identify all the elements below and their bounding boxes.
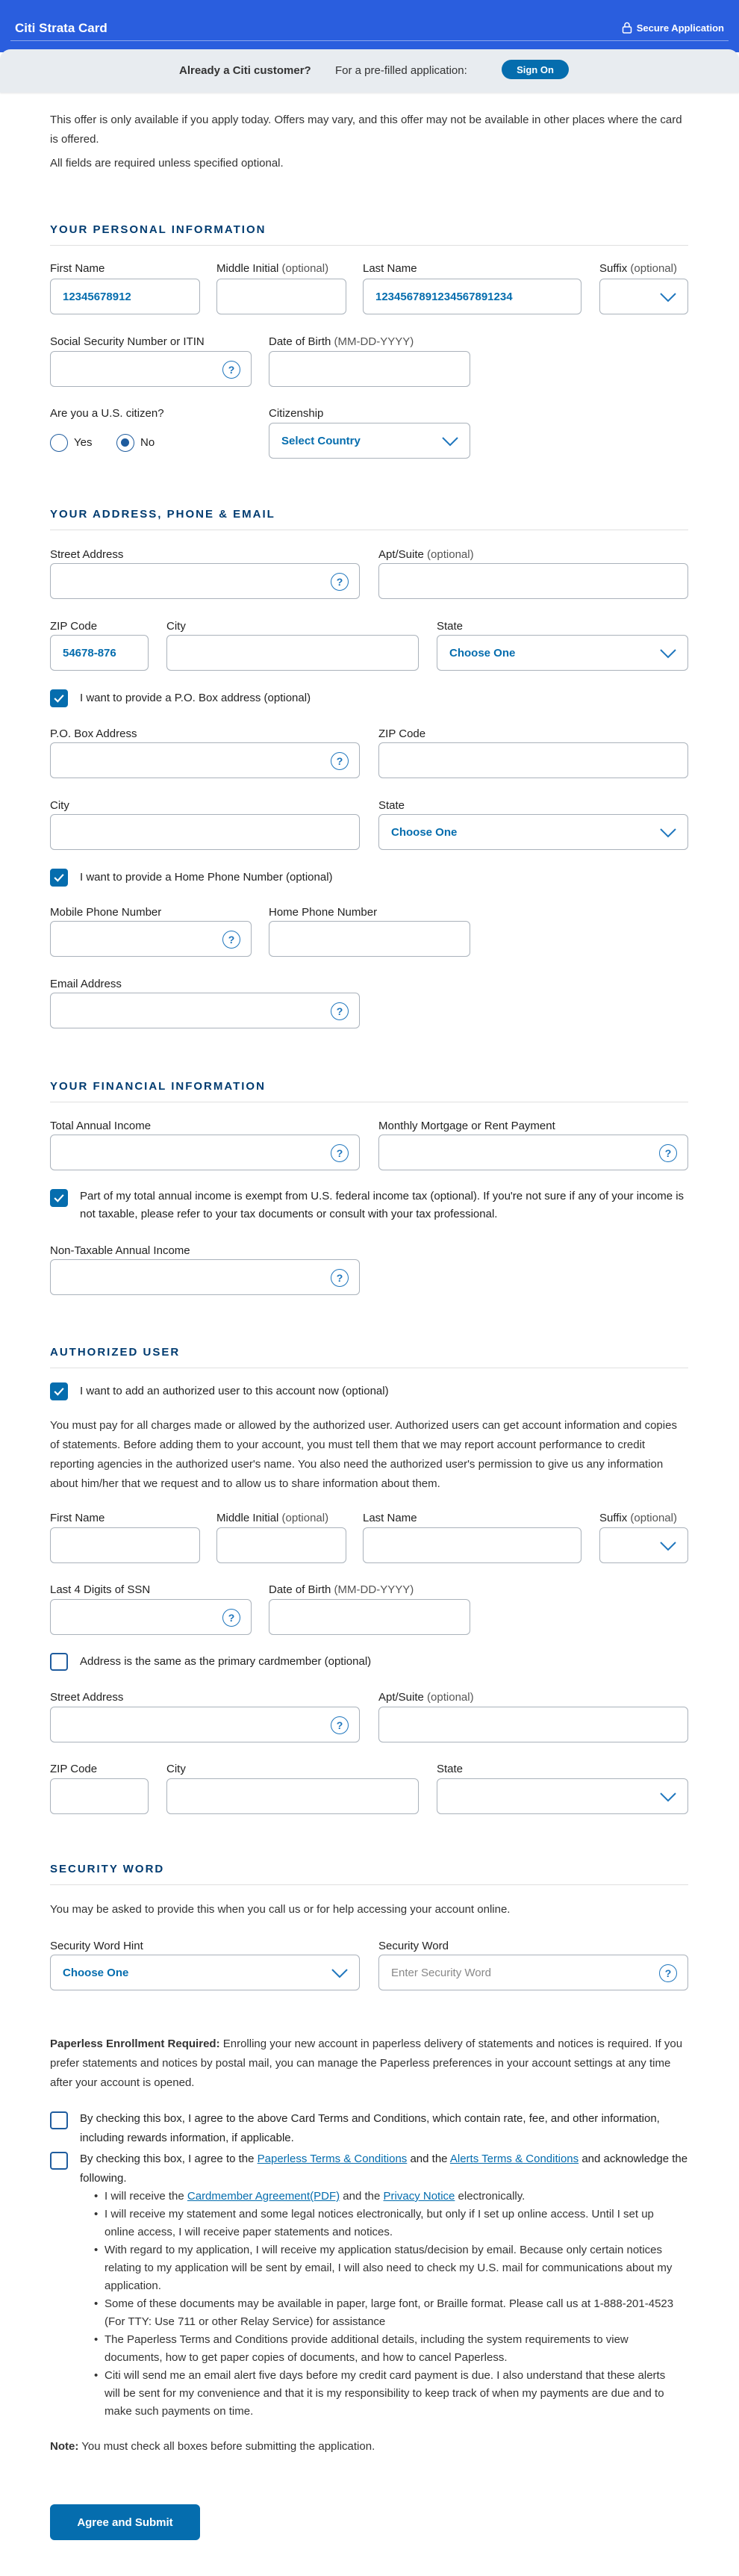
sign-on-button[interactable]: Sign On: [502, 60, 569, 79]
citizenship-select[interactable]: [269, 423, 470, 459]
state-select[interactable]: [437, 635, 688, 671]
security-word-input[interactable]: [378, 1955, 688, 1990]
po-state-label: State: [378, 799, 405, 812]
dob-label: Date of Birth (MM-DD-YYYY): [269, 335, 414, 348]
authorized-disclaimer: You must pay for all charges made or allowed by the authorized user. Authorized users can get account information and copies of statements. Before adding them to your account, you must tell them that we may report account performance to credit reporting agencies in the authorized user's name. You also need the authorized user's permission to give us any information about him/her that we request and to allow us to share information about them.: [50, 1419, 677, 1490]
po-box-input[interactable]: [50, 742, 360, 778]
help-icon[interactable]: ?: [331, 1144, 349, 1162]
au-dob-input[interactable]: [269, 1599, 470, 1635]
au-apt-label: Apt/Suite (optional): [378, 1691, 474, 1704]
income-label: Total Annual Income: [50, 1120, 152, 1132]
po-zip-label: ZIP Code: [378, 727, 426, 740]
zip-label: ZIP Code: [50, 620, 98, 633]
help-icon[interactable]: ?: [222, 931, 240, 949]
bullet-item: • Citi will send me an email alert five days before my credit card payment is due. I also understand that these alerts will be sent for my convenience and that it is my responsibility to keep track of when my payments are due and to make such payments on time.: [94, 2367, 676, 2421]
non-taxable-label: Non-Taxable Annual Income: [50, 1244, 190, 1257]
header-divider: [10, 40, 729, 41]
ssn-input[interactable]: [50, 351, 252, 387]
security-hint-value: Choose One: [63, 1966, 129, 1979]
po-box-check-label: I want to provide a P.O. Box address (optional): [80, 692, 311, 704]
po-city-label: City: [50, 799, 69, 812]
bullet-item: • The Paperless Terms and Conditions provide additional details, including the system requirements to view documents, how to get paper copies of documents, and how to cancel Paperless.: [94, 2331, 676, 2367]
bullet-item: • I will receive my statement and some legal notices electronically, but only if I set up online access. Until I set up online access, I will receive paper statements and notices.: [94, 2206, 676, 2241]
alerts-terms-link[interactable]: Alerts Terms & Conditions: [449, 2153, 579, 2165]
au-state-label: State: [437, 1763, 464, 1775]
security-hint-label: Security Word Hint: [50, 1940, 143, 1952]
tax-exempt-checkbox[interactable]: [50, 1189, 68, 1207]
po-box-label: P.O. Box Address: [50, 727, 137, 740]
section-address-title: YOUR ADDRESS, PHONE & EMAIL: [50, 508, 688, 530]
paperless-bullets: [94, 2188, 676, 2421]
city-label: City: [166, 620, 186, 633]
help-icon[interactable]: ?: [659, 1144, 677, 1162]
last-name-label: Last Name: [363, 262, 417, 275]
au-zip-label: ZIP Code: [50, 1763, 98, 1775]
cardmember-agreement-link[interactable]: Cardmember Agreement(PDF): [187, 2190, 340, 2203]
middle-initial-input[interactable]: [216, 279, 346, 314]
customer-bar: [0, 49, 739, 93]
chevron-down-icon: [659, 1541, 677, 1551]
mobile-label: Mobile Phone Number: [50, 906, 162, 919]
help-icon[interactable]: ?: [222, 361, 240, 379]
section-authorized-title: AUTHORIZED USER: [50, 1346, 688, 1368]
state-label: State: [437, 620, 464, 633]
top-header: [0, 0, 739, 52]
paperless-text: Paperless Enrollment Required: Enrolling your new account in paperless delivery of statements and notices is required. If you prefer statements and notices by postal mail, you can manage the Paperless preferences in your account settings at any time after your account is opened.: [50, 2037, 683, 2089]
help-icon[interactable]: ?: [222, 1609, 240, 1627]
paperless-label: By checking this box, I agree to the Paperless Terms & Conditions and the Alerts Terms & Conditions and acknowledge the following.: [80, 2153, 688, 2185]
citizenship-value: Select Country: [281, 434, 361, 447]
apt-label: Apt/Suite (optional): [378, 548, 474, 561]
income-input[interactable]: [50, 1135, 360, 1170]
au-middle-label: Middle Initial (optional): [216, 1512, 329, 1524]
add-authorized-label: I want to add an authorized user to this account now (optional): [80, 1385, 389, 1397]
au-suffix-select[interactable]: [599, 1527, 688, 1563]
au-dob-label: Date of Birth (MM-DD-YYYY): [269, 1583, 414, 1596]
au-last-name-label: Last Name: [363, 1512, 417, 1524]
apt-input[interactable]: [378, 563, 688, 599]
lock-icon: [622, 22, 632, 34]
au-city-input[interactable]: [166, 1778, 419, 1814]
citizen-no-radio[interactable]: [116, 434, 134, 452]
mortgage-label: Monthly Mortgage or Rent Payment: [378, 1120, 555, 1132]
home-phone-check-label: I want to provide a Home Phone Number (optional): [80, 871, 333, 884]
au-city-label: City: [166, 1763, 186, 1775]
home-phone-label: Home Phone Number: [269, 906, 378, 919]
section-financial-title: YOUR FINANCIAL INFORMATION: [50, 1080, 688, 1102]
citizen-label: Are you a U.S. citizen?: [50, 407, 164, 420]
street-input[interactable]: [50, 563, 360, 599]
citizen-yes-label: Yes: [74, 436, 93, 449]
security-description: You may be asked to provide this when you call us or for help accessing your account online.: [50, 1903, 511, 1916]
au-apt-input[interactable]: [378, 1707, 688, 1742]
terms-label: By checking this box, I agree to the above Card Terms and Conditions, which contain rate, fee, and other information, including rewards information, if applicable.: [80, 2112, 660, 2144]
home-phone-input[interactable]: [269, 921, 470, 957]
privacy-notice-link[interactable]: Privacy Notice: [383, 2190, 455, 2203]
last-name-input[interactable]: 1234567891234567891234: [363, 279, 581, 314]
check-icon: [52, 870, 66, 885]
chevron-down-icon: [659, 1792, 677, 1802]
chevron-down-icon: [659, 828, 677, 838]
au-ssn4-label: Last 4 Digits of SSN: [50, 1583, 151, 1596]
first-name-input[interactable]: 12345678912: [50, 279, 200, 314]
paperless-checkbox[interactable]: [50, 2152, 68, 2170]
help-icon[interactable]: ?: [331, 1269, 349, 1287]
suffix-label: Suffix (optional): [599, 262, 677, 275]
help-icon[interactable]: ?: [331, 1002, 349, 1020]
ssn-label: Social Security Number or ITIN: [50, 335, 205, 348]
paperless-terms-link[interactable]: Paperless Terms & Conditions: [257, 2153, 408, 2165]
same-address-checkbox[interactable]: [50, 1653, 68, 1671]
au-street-input[interactable]: [50, 1707, 360, 1742]
offer-text: This offer is only available if you apply today. Offers may vary, and this offer may not be available in other places where the card is offered.: [50, 114, 682, 146]
bullet-item: • I will receive the Cardmember Agreement(PDF) and the Privacy Notice electronically.: [94, 2188, 676, 2206]
city-input[interactable]: [166, 635, 419, 671]
au-state-select[interactable]: [437, 1778, 688, 1814]
bullet-item: • Some of these documents may be available in paper, large font, or Braille format. Please call us at 1-888-201-4523 (For TTY: Use 711 or other Relay Service) for assistance: [94, 2295, 676, 2331]
au-street-label: Street Address: [50, 1691, 124, 1704]
suffix-select[interactable]: [599, 279, 688, 314]
citizen-no-label: No: [140, 436, 155, 449]
mortgage-input[interactable]: [378, 1135, 688, 1170]
customer-question: Already a Citi customer?: [179, 64, 311, 77]
check-icon: [52, 1191, 66, 1205]
citizen-yes-radio[interactable]: [50, 434, 68, 452]
po-box-checkbox[interactable]: [50, 689, 68, 707]
terms-checkbox[interactable]: [50, 2111, 68, 2129]
street-label: Street Address: [50, 548, 124, 561]
security-hint-select[interactable]: [50, 1955, 360, 1990]
po-city-input[interactable]: [50, 814, 360, 850]
section-security-title: SECURITY WORD: [50, 1863, 688, 1885]
au-first-name-label: First Name: [50, 1512, 105, 1524]
dob-input[interactable]: [269, 351, 470, 387]
agree-submit-button[interactable]: Agree and Submit: [50, 2504, 200, 2540]
zip-input[interactable]: 54678-876: [50, 635, 149, 671]
au-last-name-input[interactable]: [363, 1527, 581, 1563]
po-zip-input[interactable]: [378, 742, 688, 778]
au-middle-input[interactable]: [216, 1527, 346, 1563]
secure-application: [622, 22, 724, 34]
bullet-item: • With regard to my application, I will receive my application status/decision by email. Because only certain notices relating to my application will be sent by email, I will also need to check my U.S. mail for communications about my application.: [94, 2241, 676, 2295]
same-address-label: Address is the same as the primary cardmember (optional): [80, 1655, 372, 1668]
au-ssn4-input[interactable]: [50, 1599, 252, 1635]
email-label: Email Address: [50, 978, 122, 990]
check-icon: [52, 691, 66, 706]
brand-title: Citi Strata Card: [15, 21, 107, 35]
chevron-down-icon: [441, 436, 459, 447]
submit-note: Note: You must check all boxes before submitting the application.: [50, 2440, 375, 2453]
check-icon: [52, 1384, 66, 1399]
security-word-label: Security Word: [378, 1940, 449, 1952]
security-word-placeholder: Enter Security Word: [391, 1966, 491, 1979]
chevron-down-icon: [659, 292, 677, 302]
non-taxable-input[interactable]: [50, 1259, 360, 1295]
au-first-name-input[interactable]: [50, 1527, 200, 1563]
chevron-down-icon: [331, 1968, 349, 1978]
chevron-down-icon: [659, 648, 677, 659]
customer-prompt: For a pre-filled application:: [335, 64, 467, 77]
secure-label: Secure Application: [636, 22, 724, 34]
tax-exempt-label: Part of my total annual income is exempt from U.S. federal income tax (optional). If you're not sure if any of your income is not taxable, please refer to your tax documents or consult with your tax professional.: [80, 1190, 685, 1220]
help-icon[interactable]: ?: [331, 573, 349, 591]
po-state-select[interactable]: [378, 814, 688, 850]
first-name-label: First Name: [50, 262, 105, 275]
help-icon[interactable]: ?: [331, 752, 349, 770]
au-suffix-label: Suffix (optional): [599, 1512, 677, 1524]
required-note: All fields are required unless specified optional.: [50, 157, 284, 170]
section-personal-title: YOUR PERSONAL INFORMATION: [50, 223, 688, 246]
email-input[interactable]: [50, 993, 360, 1028]
add-authorized-checkbox[interactable]: [50, 1382, 68, 1400]
po-state-value: Choose One: [391, 825, 458, 839]
middle-initial-label: Middle Initial (optional): [216, 262, 329, 275]
help-icon[interactable]: ?: [659, 1964, 677, 1982]
help-icon[interactable]: ?: [331, 1716, 349, 1734]
mobile-input[interactable]: [50, 921, 252, 957]
citizenship-label: Citizenship: [269, 407, 324, 420]
home-phone-checkbox[interactable]: [50, 869, 68, 887]
au-zip-input[interactable]: [50, 1778, 149, 1814]
state-value: Choose One: [449, 646, 516, 659]
